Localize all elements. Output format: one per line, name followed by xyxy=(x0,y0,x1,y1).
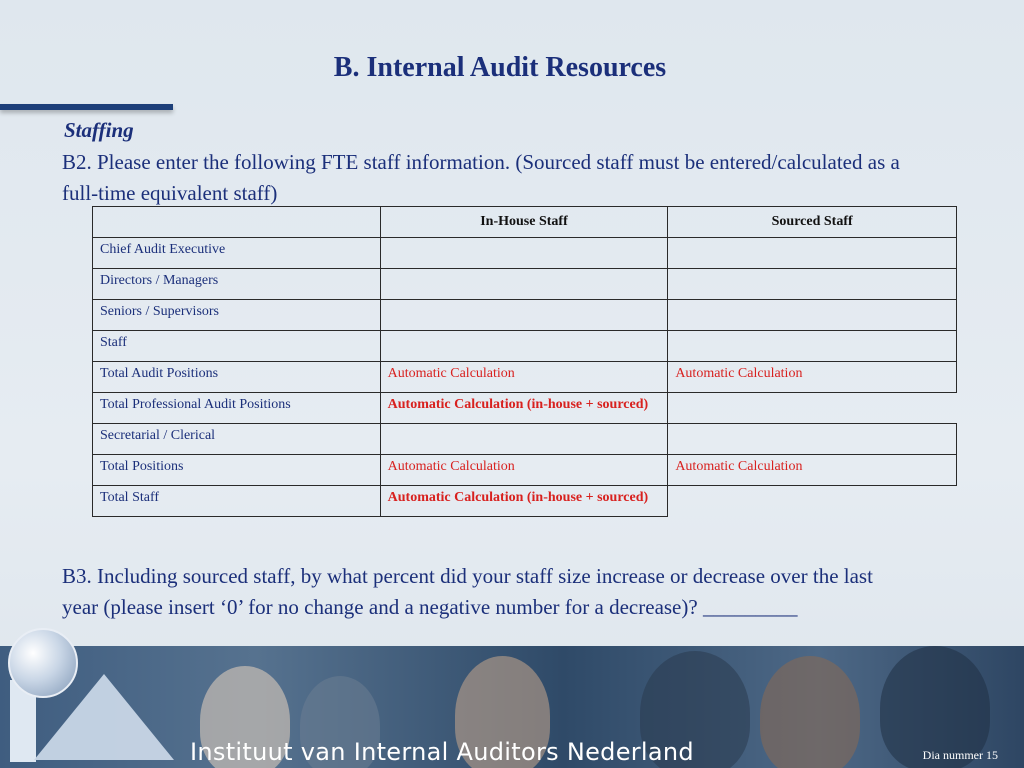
inhouse-auto-calc: Automatic Calculation xyxy=(380,455,668,486)
empty-cell xyxy=(668,486,957,517)
sourced-input-cell[interactable] xyxy=(668,331,957,362)
row-label: Total Audit Positions xyxy=(93,362,381,393)
sourced-input-cell[interactable] xyxy=(668,300,957,331)
person-silhouette xyxy=(760,656,860,768)
table-header-blank xyxy=(93,207,381,238)
globe-logo-icon xyxy=(8,628,78,698)
table-row xyxy=(93,238,957,269)
combined-auto-calc: Automatic Calculation (in-house + sourced) xyxy=(380,486,668,517)
table-row xyxy=(93,362,957,393)
title-accent-bar xyxy=(0,104,173,110)
fte-staff-table xyxy=(92,206,957,517)
row-label: Total Staff xyxy=(93,486,381,517)
table-row xyxy=(93,331,957,362)
inhouse-input-cell[interactable] xyxy=(380,331,668,362)
row-label: Total Professional Audit Positions xyxy=(93,393,381,424)
row-label: Directors / Managers xyxy=(93,269,381,300)
sourced-input-cell[interactable] xyxy=(668,238,957,269)
sourced-auto-calc: Automatic Calculation xyxy=(668,362,957,393)
row-label: Staff xyxy=(93,331,381,362)
inhouse-auto-calc: Automatic Calculation xyxy=(380,362,668,393)
row-label: Total Positions xyxy=(93,455,381,486)
sourced-auto-calc: Automatic Calculation xyxy=(668,455,957,486)
inhouse-input-cell[interactable] xyxy=(380,424,668,455)
question-b2: B2. Please enter the following FTE staff information. (Sourced staff must be entered/calculated as a full-time equivalent staff) xyxy=(62,150,900,205)
slide-title: B. Internal Audit Resources xyxy=(333,52,667,83)
table-row xyxy=(93,300,957,331)
table-header-inhouse: In-House Staff xyxy=(380,207,668,238)
inhouse-input-cell[interactable] xyxy=(380,300,668,331)
table-header-row xyxy=(93,207,957,238)
row-label: Seniors / Supervisors xyxy=(93,300,381,331)
table-header-sourced: Sourced Staff xyxy=(668,207,957,238)
sourced-input-cell[interactable] xyxy=(668,424,957,455)
question-b3: B3. Including sourced staff, by what percent did your staff size increase or decrease over the last year (please insert ‘0’ for no change and a negative number for a decrease)? _________ xyxy=(62,564,873,619)
table-row xyxy=(93,424,957,455)
section-subheading: Staffing xyxy=(64,118,134,142)
combined-auto-calc: Automatic Calculation (in-house + sourced) xyxy=(380,393,668,424)
empty-cell xyxy=(668,393,957,424)
row-label: Secretarial / Clerical xyxy=(93,424,381,455)
organization-name: Instituut van Internal Auditors Nederland xyxy=(190,738,694,766)
table-row xyxy=(93,455,957,486)
table-row xyxy=(93,486,957,517)
inhouse-input-cell[interactable] xyxy=(380,238,668,269)
sourced-input-cell[interactable] xyxy=(668,269,957,300)
table-row xyxy=(93,393,957,424)
table-row xyxy=(93,269,957,300)
slide-number: Dia nummer 15 xyxy=(922,748,998,762)
inhouse-input-cell[interactable] xyxy=(380,269,668,300)
row-label: Chief Audit Executive xyxy=(93,238,381,269)
